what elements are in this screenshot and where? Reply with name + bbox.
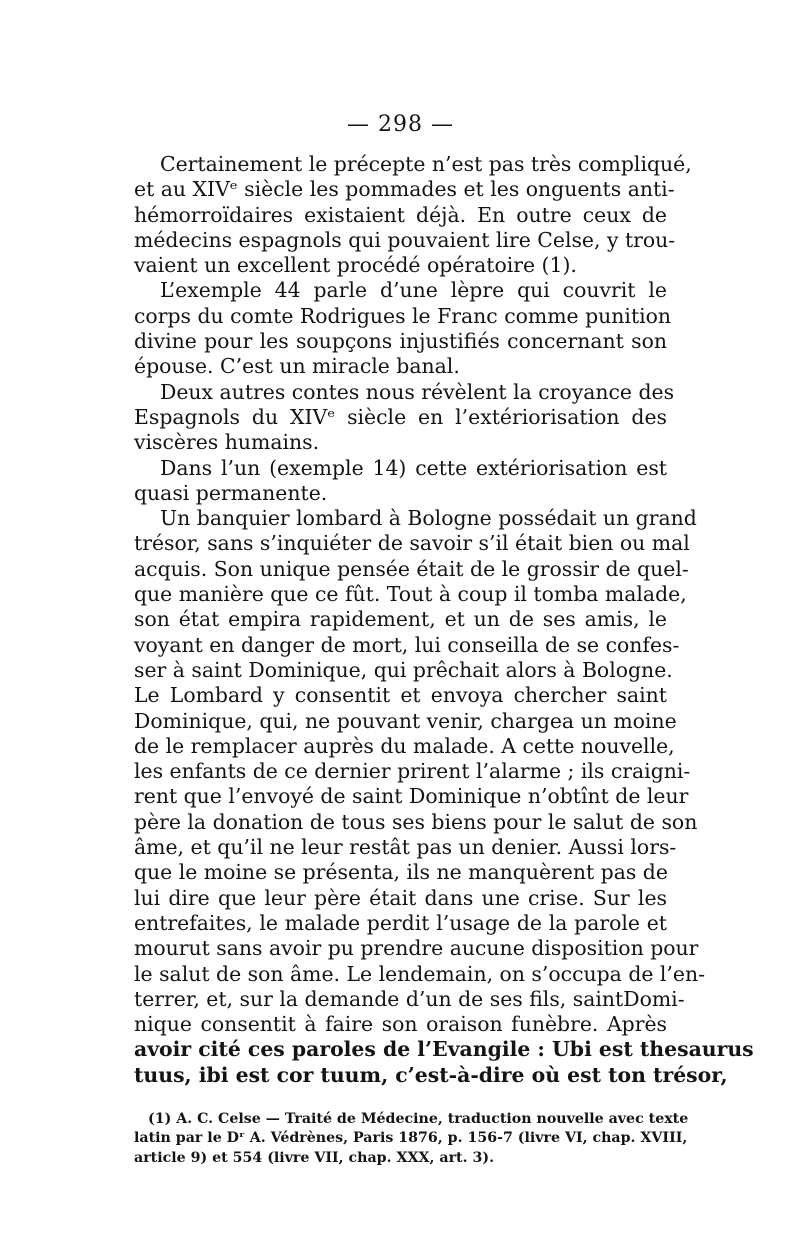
text-line: son état empira rapidement, et un de ses amis, le xyxy=(134,607,667,632)
text-line: entrefaites, le malade perdit l’usage de la parole et xyxy=(134,910,667,935)
text-line: le salut de son âme. Le lendemain, on s’occupa de l’en- xyxy=(134,961,706,986)
text-line: Deux autres contes nous révèlent la croyance des xyxy=(160,379,675,404)
footnote-line: (1) A. C. Celse — Traité de Médecine, traduction nouvelle avec texte xyxy=(148,1110,689,1127)
text-line: hémorroïdaires existaient déjà. En outre ceux de xyxy=(134,202,667,227)
text-line: et au XIVᵉ siècle les pommades et les onguents anti- xyxy=(134,177,675,202)
text-line: les enfants de ce dernier prirent l’alarme ; ils craigni- xyxy=(134,759,691,784)
text-line: mourut sans avoir pu prendre aucune disposition pour xyxy=(134,936,699,961)
text-line: ser à saint Dominique, qui prêchait alors à Bologne. xyxy=(134,657,673,682)
text-line: quasi permanente. xyxy=(134,480,328,505)
page-number: — 298 — xyxy=(347,112,454,137)
body-text xyxy=(134,152,754,1088)
text-line: Un banquier lombard à Bologne possédait un grand xyxy=(160,506,697,531)
text-line: âme, et qu’il ne leur restât pas un denier. Aussi lors- xyxy=(134,835,677,860)
text-line: Espagnols du XIVᵉ siècle en l’extériorisation des xyxy=(134,404,667,429)
text-line: lui dire que leur père était dans une crise. Sur les xyxy=(134,885,667,910)
text-line: épouse. C’est un miracle banal. xyxy=(134,354,460,379)
text-line: terrer, et, sur la demande d’un de ses fils, saintDomi- xyxy=(134,986,685,1011)
text-line: tuus, ibi est cor tuum, c’est-à-dire où est ton trésor, xyxy=(134,1062,728,1087)
text-line: médecins espagnols qui pouvaient lire Celse, y trou- xyxy=(134,227,676,252)
text-line: avoir cité ces paroles de l’Evangile : Ubi est thesaurus xyxy=(134,1037,754,1062)
text-line: Le Lombard y consentit et envoya chercher saint xyxy=(134,683,667,708)
footnote-line: latin par le Dʳ A. Védrènes, Paris 1876, p. 156-7 (livre VI, chap. XVIII, xyxy=(134,1130,688,1147)
text-line: L’exemple 44 parle d’une lèpre qui couvrit le xyxy=(160,278,667,303)
text-line: Certainement le précepte n’est pas très compliqué, xyxy=(160,152,692,176)
text-line: que manière que ce fût. Tout à coup il tomba malade, xyxy=(134,582,687,607)
text-line: père la donation de tous ses biens pour le salut de son xyxy=(134,809,698,834)
footnote-line: article 9) et 554 (livre VII, chap. XXX, art. 3). xyxy=(134,1149,495,1166)
text-line: viscères humains. xyxy=(134,430,320,455)
book-page xyxy=(134,108,754,1168)
text-line: Dominique, qui, ne pouvant venir, chargea un moine xyxy=(134,708,677,733)
text-line: divine pour les soupçons injustifiés concernant son xyxy=(134,329,667,354)
text-line: Dans l’un (exemple 14) cette extériorisation est xyxy=(160,455,667,480)
text-line: vaient un excellent procédé opératoire (1). xyxy=(134,253,577,278)
text-line: de le remplacer auprès du malade. A cette nouvelle, xyxy=(134,733,675,758)
text-line: nique consentit à faire son oraison funèbre. Après xyxy=(134,1012,667,1037)
text-line: que le moine se présenta, ils ne manquèrent pas de xyxy=(134,860,668,885)
text-line: corps du comte Rodrigues le Franc comme punition xyxy=(134,303,672,328)
footnotes xyxy=(134,1110,689,1169)
text-line: acquis. Son unique pensée était de le grossir de quel- xyxy=(134,556,689,581)
text-line: trésor, sans s’inquiéter de savoir s’il était bien ou mal xyxy=(134,531,690,556)
text-line: rent que l’envoyé de saint Dominique n’obtînt de leur xyxy=(134,784,689,809)
text-line: voyant en danger de mort, lui conseilla de se confes- xyxy=(134,632,680,657)
